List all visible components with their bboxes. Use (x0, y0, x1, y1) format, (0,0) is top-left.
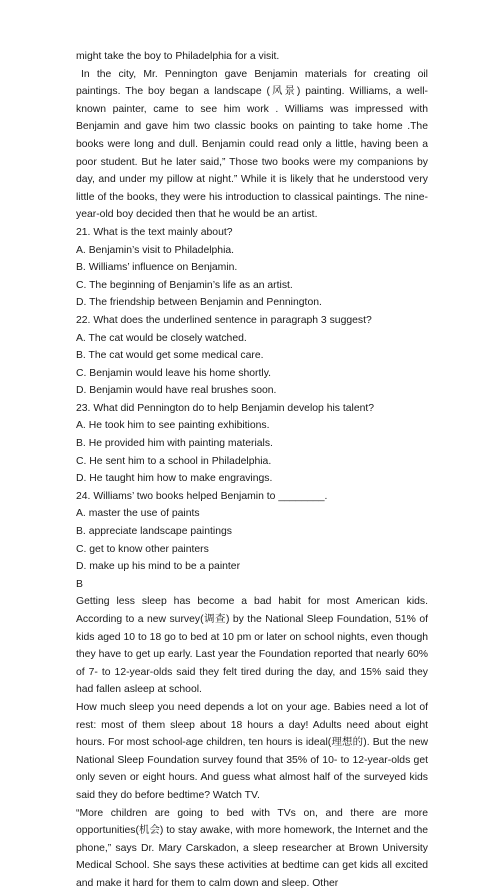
question-stem: 22. What does the underlined sentence in paragraph 3 suggest? (76, 314, 372, 326)
question-22 (76, 312, 428, 400)
section-b-paragraph-2: How much sleep you need depends a lot on your age. Babies need a lot of rest: most of them sleep about 18 hours a day! Adults need about eight hours. For most school-age children, ten hours is ideal(理想的). But the new National Sleep Foundation survey found that 35% of 10- to 12-year-olds get only seven or eight hours. And guess what almost half of the surveyed kids said they do before bedtime? Watch TV. (76, 701, 428, 801)
passage-paragraph: In the city, Mr. Pennington gave Benjamin materials for creating oil paintings. The boy began a landscape (风景) painting. Williams, a well-known painter, came to see him work . Williams was impressed with Benjamin and gave him two classic books on painting to take home .The books were long and dull. Benjamin could read only a little, having been a poor student. But he later said,” Those two books were my companions by day, and under my pillow at night.” While it is likely that he understood very little of the books, they were his introduction to classical paintings. The nine-year-old boy decided then that he would be an artist. (76, 68, 428, 221)
option-b: B. Williams’ influence on Benjamin. (76, 262, 238, 274)
section-b-paragraph-3: “More children are going to bed with TVs on, and there are more opportunities(机会) to stay awake, with more homework, the Internet and the phone,” says Dr. Mary Carskadon, a sleep researcher at Brown University Medical School. She says these activities at bedtime can get kids all excited and make it hard for them to calm down and sleep. Other (76, 807, 428, 889)
question-23 (76, 400, 428, 488)
option-b: B. The cat would get some medical care. (76, 350, 264, 362)
question-stem: 24. Williams’ two books helped Benjamin to ________. (76, 490, 328, 502)
option-a: A. He took him to see painting exhibitions. (76, 420, 270, 432)
question-stem: 23. What did Pennington do to help Benjamin develop his talent? (76, 402, 375, 414)
option-a: A. master the use of paints (76, 508, 200, 520)
option-a: A. Benjamin’s visit to Philadelphia. (76, 244, 235, 256)
question-21 (76, 224, 428, 312)
option-a: A. The cat would be closely watched. (76, 332, 247, 344)
option-d: D. Benjamin would have real brushes soon. (76, 385, 277, 397)
section-b-marker: B (76, 578, 83, 590)
option-d: D. He taught him how to make engravings. (76, 473, 273, 485)
section-b-paragraph-1: Getting less sleep has become a bad habit for most American kids. According to a new survey(调查) by the National Sleep Foundation, 51% of kids aged 10 to 18 go to bed at 10 pm or later on school nights, even though they have to get up early. Last year the Foundation reported that nearly 60% of 7- to 12-year-olds said they felt tired during the day, and 15% said they had fallen asleep at school. (76, 596, 428, 696)
option-d: D. make up his mind to be a painter (76, 561, 241, 573)
question-stem: 21. What is the text mainly about? (76, 226, 233, 238)
passage-lead: might take the boy to Philadelphia for a visit. (76, 51, 280, 62)
option-c: C. get to know other painters (76, 543, 209, 555)
option-c: C. The beginning of Benjamin’s life as an artist. (76, 279, 293, 291)
option-c: C. Benjamin would leave his home shortly. (76, 367, 272, 379)
option-b: B. appreciate landscape paintings (76, 526, 232, 538)
question-24 (76, 488, 428, 576)
option-d: D. The friendship between Benjamin and Pennington. (76, 297, 322, 309)
option-b: B. He provided him with painting materials. (76, 438, 273, 450)
option-c: C. He sent him to a school in Philadelphia. (76, 455, 272, 467)
